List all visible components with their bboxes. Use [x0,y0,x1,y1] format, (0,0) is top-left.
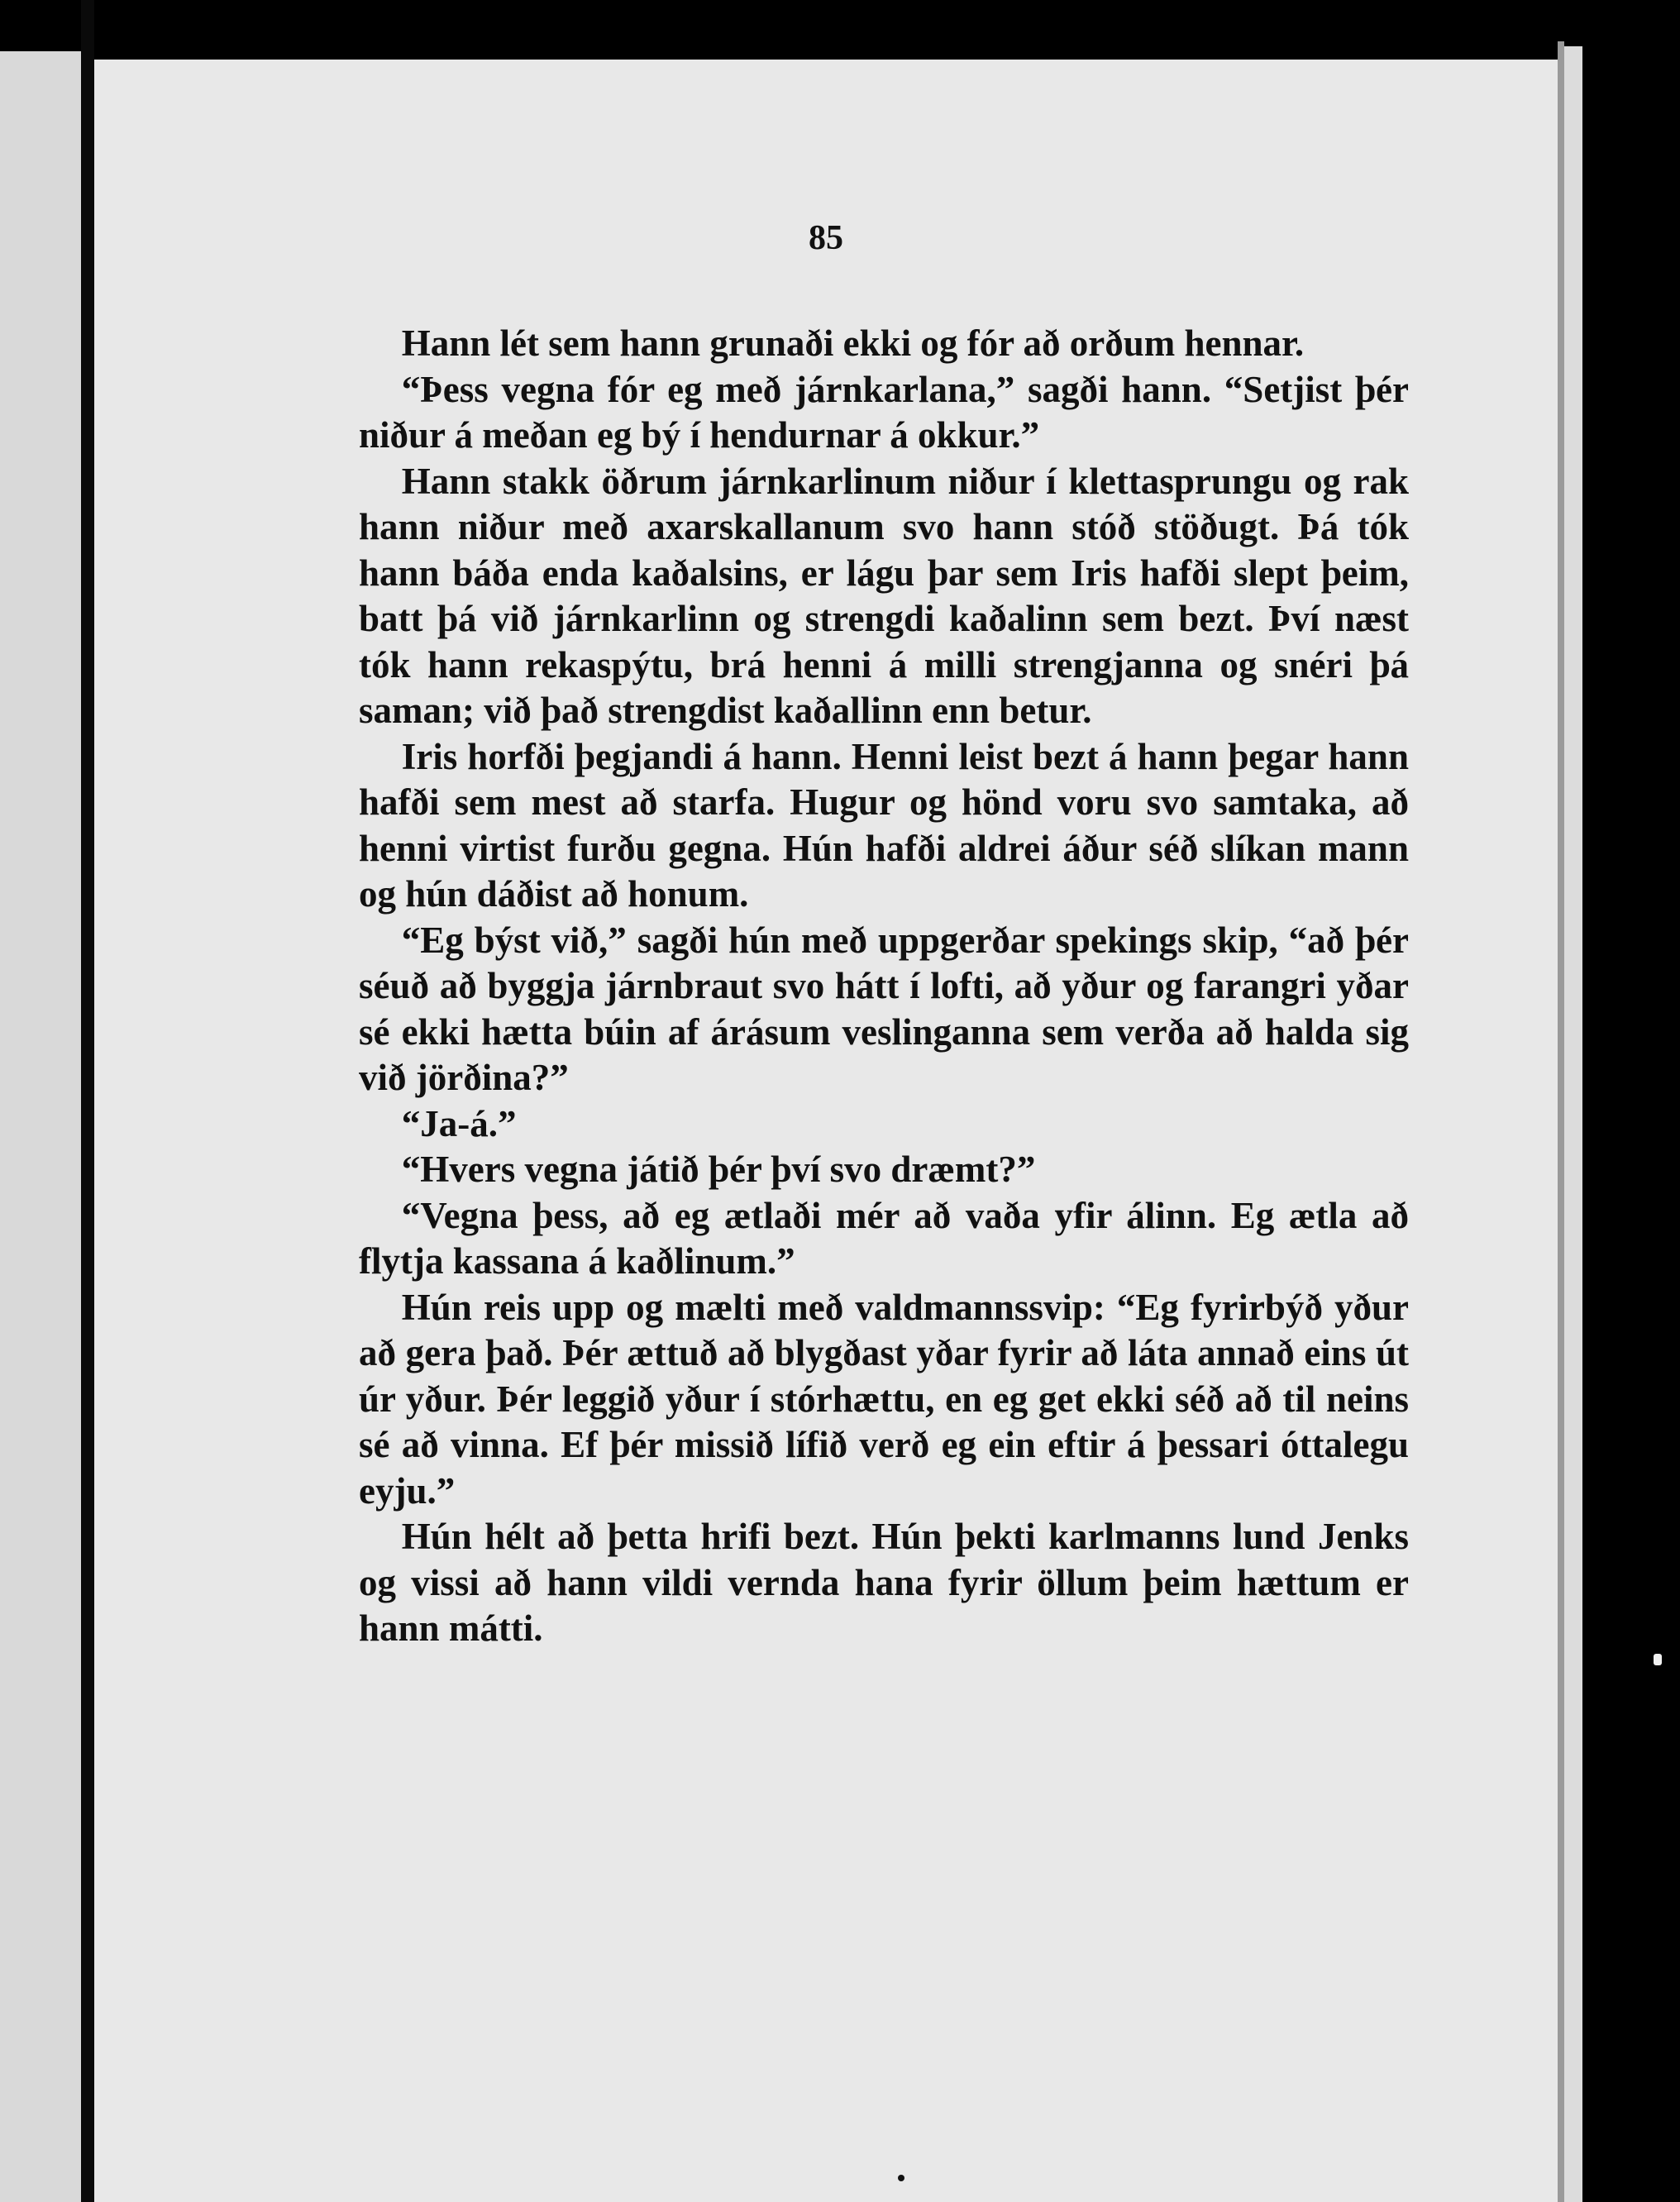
book-page [94,60,1558,2202]
paragraph: “Ja-á.” [401,1102,517,1144]
paragraph: Hún hélt að þetta hrifi bezt. Hún þekti karlmanns lund Jenks og vissi að hann vildi vernda hana fyrir öllum þeim hættum er hann mátti. [359,1516,1409,1649]
film-speck [1654,1654,1662,1665]
paragraph: Iris horfði þegjandi á hann. Henni leist bezt á hann þegar hann hafði sem mest að starfa. Hugur og hönd voru svo samtaka, að henni virtist furðu gegna. Hún hafði aldrei áður séð slíkan mann og hún dáðist að honum. [359,735,1409,915]
paragraph: “Hvers vegna játið þér því svo dræmt?” [401,1149,1036,1190]
book-gutter [81,0,94,2202]
page-number: 85 [809,219,843,257]
body-text [359,321,1409,1652]
paragraph: Hann stakk öðrum járnkarlinum niður í klettasprungu og rak hann niður með axarskallanum svo hann stóð stöðugt. Þá tók hann báða enda kaðalsins, er lágu þar sem Iris hafði slept þeim, batt þá við járnkarlinn og strengdi kaðalinn sem bezt. Því næst tók hann rekaspýtu, brá henni á milli strengjanna og snéri þá saman; við það strengdist kaðallinn enn betur. [359,460,1409,731]
page-edge-shadow [1558,41,1564,2202]
paragraph: “Eg býst við,” sagði hún með uppgerðar spekings skip, “að þér séuð að byggja járnbraut svo hátt í lofti, að yður og farangri yðar sé ekki hætta búin af árásum veslinganna sem verða að halda sig við jörðina?” [359,919,1409,1098]
facing-page-edge [0,51,81,2202]
ink-speck [898,2175,904,2181]
paragraph: Hann lét sem hann grunaði ekki og fór að orðum hennar. [401,322,1305,364]
paragraph: “Vegna þess, að eg ætlaði mér að vaða yfir álinn. Eg ætla að flytja kassana á kaðlinum.” [359,1194,1409,1282]
paragraph: Hún reis upp og mælti með valdmannssvip: “Eg fyrirbýð yður að gera það. Þér ættuð að blygðast yðar fyrir að láta annað eins út úr yður. Þér leggið yður í stórhættu, en eg get ekki séð að til neins sé að vinna. Ef þér missið lífið verð eg ein eftir á þessari óttalegu eyju.” [359,1286,1409,1512]
page-edge-strip [1564,46,1582,2202]
paragraph: “Þess vegna fór eg með járnkarlana,” sagði hann. “Setjist þér niður á meðan eg bý í hendurnar á okkur.” [359,368,1409,456]
